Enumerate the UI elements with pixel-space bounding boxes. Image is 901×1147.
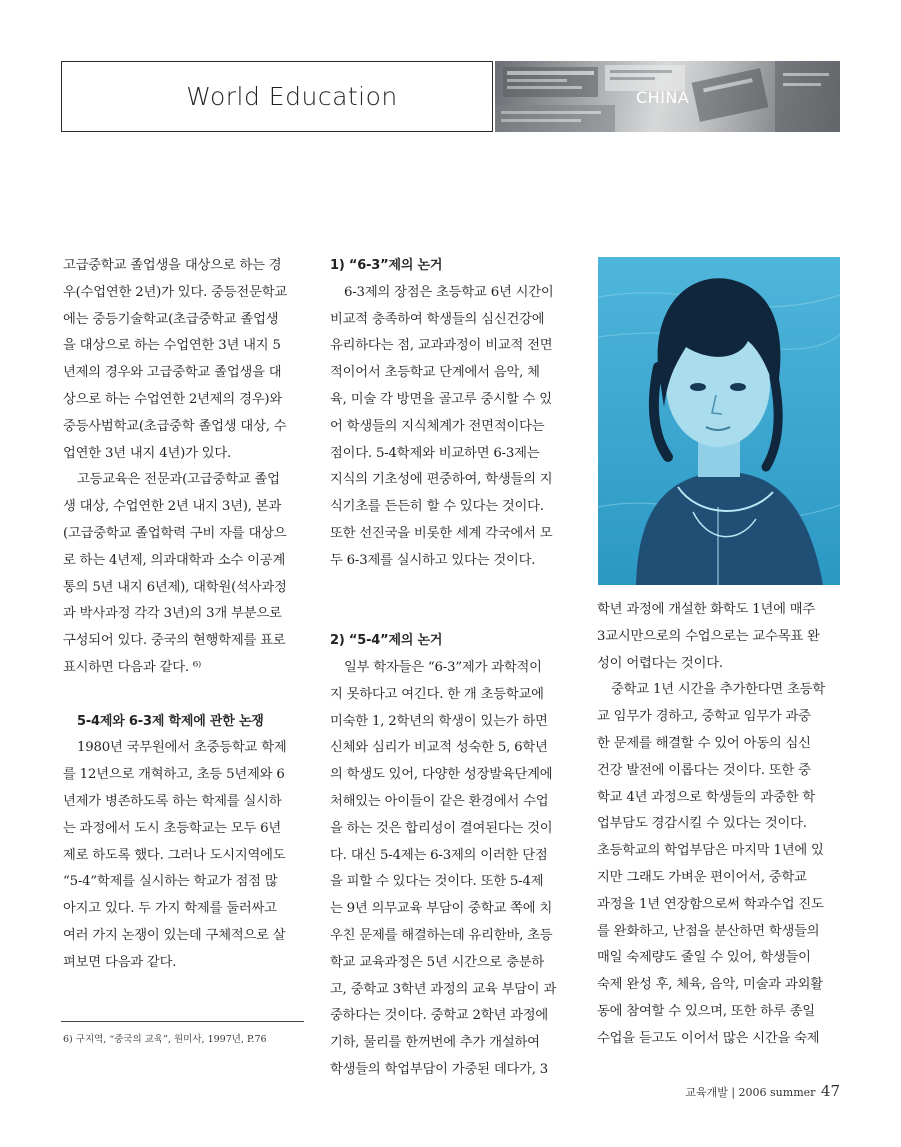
subsection-heading: 1) “6-3”제의 논거 <box>330 258 443 273</box>
text-line: 기하, 물리를 한꺼번에 추가 개설하여 <box>330 1035 540 1051</box>
text-line: 생 대상, 수업연한 2년 내지 3년), 본과 <box>63 499 282 515</box>
text-line: 어 학생들의 지식체계가 전면적이다는 <box>330 418 545 434</box>
text-line: 업부담도 경감시킬 수 있다는 것이다. <box>597 816 807 832</box>
text-line: 고, 중학교 3학년 과정의 교육 부담이 과 <box>330 981 557 997</box>
paragraph <box>63 467 309 681</box>
text-line: 다. 대신 5-4제는 6-3제의 이러한 단점 <box>330 847 548 863</box>
text-line: 제로 하도록 했다. 그러나 도시지역에도 <box>63 847 286 863</box>
footnote-divider <box>61 1021 304 1022</box>
text-line: 을 하는 것은 합리성이 결여된다는 것이 <box>330 820 553 836</box>
text-line: 학교 교육과정은 5년 시간으로 충분하 <box>330 954 545 970</box>
text-line: 건강 발전에 이롭다는 것이다. 또한 중 <box>597 762 811 778</box>
text-line: 매일 숙제량도 줄일 수 있어, 학생들이 <box>597 950 811 966</box>
text-line: 육, 미술 각 방면을 골고루 중시할 수 있 <box>330 391 552 407</box>
text-line: 년제의 경우와 고급중학교 졸업생을 대 <box>63 365 282 381</box>
text-line: 업연한 3년 내지 4년)가 있다. <box>63 445 232 461</box>
text-line: 를 완화하고, 난점을 분산하면 학생들의 <box>597 923 820 939</box>
text-line: “5-4”학제를 실시하는 학교가 점점 많 <box>63 874 278 890</box>
text-line: 중하다는 것이다. 중학교 2학년 과정에 <box>330 1008 549 1024</box>
text-line: 점이다. 5-4학제와 비교하면 6-3제는 <box>330 445 540 461</box>
text-line: 미숙한 1, 2학년의 학생이 있는가 하면 <box>330 713 548 729</box>
text-line: 또한 선진국을 비롯한 세계 각국에서 모 <box>330 525 553 541</box>
spacer <box>330 575 573 602</box>
text-line: 을 대상으로 하는 수업연한 3년 내지 5 <box>63 338 281 354</box>
text-line: 과정을 1년 연장함으로써 학과수업 진도 <box>597 896 824 912</box>
text-line: 6-3제의 장점은 초등학교 6년 시간이 <box>344 284 554 300</box>
child-portrait-image <box>598 257 840 585</box>
paragraph <box>597 597 841 677</box>
text-line: 여러 가지 논쟁이 있는데 구체적으로 살 <box>63 927 286 943</box>
column-left <box>63 253 309 977</box>
text-line: 한 문제를 해결할 수 있어 아동의 심신 <box>597 735 811 751</box>
text-line: (고급중학교 졸업학력 구비 자를 대상으 <box>63 525 287 541</box>
text-line: 로 하는 4년제, 의과대학과 소수 이공계 <box>63 552 286 568</box>
text-line: 지식의 기초성에 편중하여, 학생들의 지 <box>330 472 553 488</box>
text-line: 을 피할 수 있다는 것이다. 또한 5-4제 <box>330 874 544 890</box>
text-line: 학년 과정에 개설한 화학도 1년에 매주 <box>597 602 816 617</box>
text-line: 지 못하다고 여긴다. 한 개 초등학교에 <box>330 686 544 702</box>
text-line: 중등사범학교(초급중학 졸업생 대상, 수 <box>63 418 287 434</box>
text-line: 학교 4년 과정으로 학생들의 과중한 학 <box>597 789 816 805</box>
text-line: 처해있는 아이들이 같은 환경에서 수업 <box>330 793 549 809</box>
text-line: 아지고 있다. 두 가지 학제를 둘러싸고 <box>63 901 277 917</box>
text-line: 과 박사과정 각각 3년)의 3개 부분으로 <box>63 606 282 622</box>
text-line: 통의 5년 내지 6년제), 대학원(석사과정 <box>63 579 287 595</box>
text-line: 식기초를 든든히 할 수 있다는 것이다. <box>330 499 544 515</box>
section-title: World Education <box>186 82 398 111</box>
text-line: 구성되어 있다. 중국의 현행학제를 표로 <box>63 633 286 649</box>
column-right <box>597 597 841 1053</box>
footnote: 6) 구지역, “중국의 교육”, 원미사, 1997년, P.76 <box>63 1034 267 1045</box>
text-line: 1980년 국무원에서 초중등학교 학제 <box>77 740 287 756</box>
text-line: 중학교 1년 시간을 추가한다면 초등학 <box>611 682 826 698</box>
text-line: 우친 문제를 해결하는데 유리한바, 초등 <box>330 927 553 943</box>
paragraph <box>63 735 309 976</box>
text-line: 를 12년으로 개혁하고, 초등 5년제와 6 <box>63 767 285 783</box>
text-line: 는 과정에서 도시 초등학교는 모두 6년 <box>63 820 282 836</box>
text-line: 비교적 충족하여 학생들의 심신건강에 <box>330 311 545 327</box>
page-footer <box>685 1082 840 1100</box>
journal-name: 교육개발 | 2006 summer <box>685 1086 816 1099</box>
text-line: 지만 그래도 가벼운 편이어서, 중학교 <box>597 869 807 885</box>
spacer <box>330 601 573 628</box>
text-line: 우(수업연한 2년)가 있다. 중등전문학교 <box>63 284 288 300</box>
text-line: 고급중학교 졸업생을 대상으로 하는 경 <box>63 258 282 273</box>
portrait-illustration <box>598 257 840 585</box>
text-line: 의 학생도 있어, 다양한 성장발육단계에 <box>330 767 553 783</box>
column-middle <box>330 253 573 1084</box>
text-line: 교 임무가 경하고, 중학교 임무가 과중 <box>597 709 811 725</box>
text-line: 동에 참여할 수 있으며, 또한 하루 종일 <box>597 1003 815 1019</box>
text-line: 3교시만으로의 수업으로는 교수목표 완 <box>597 628 820 644</box>
text-line: 에는 중등기술학교(초급중학교 졸업생 <box>63 311 279 327</box>
paragraph <box>63 253 309 467</box>
text-line: 두 6-3제를 실시하고 있다는 것이다. <box>330 552 536 568</box>
section-heading: 5-4제와 6-3제 학제에 관한 논쟁 <box>77 713 264 729</box>
text-line: 적이어서 초등학교 단계에서 음악, 체 <box>330 365 540 381</box>
text-line: 신체와 심리가 비교적 성숙한 5, 6학년 <box>330 740 548 756</box>
text-line: 년제가 병존하도록 하는 학제를 실시하 <box>63 793 282 809</box>
text-line: 성이 어렵다는 것이다. <box>597 655 723 671</box>
text-line: 학생들의 학업부담이 가중된 데다가, 3 <box>330 1061 549 1077</box>
text-line: 숙제 완성 후, 체육, 음악, 미술과 과외활 <box>597 977 823 993</box>
text-line: 펴보면 다음과 같다. <box>63 954 177 970</box>
paragraph <box>330 655 573 1084</box>
text-line: 는 9년 의무교육 부담이 중학교 쪽에 치 <box>330 901 553 917</box>
text-line: 고등교육은 전문과(고급중학교 졸업 <box>77 472 280 488</box>
text-line: 상으로 하는 수업연한 2년제의 경우)와 <box>63 391 283 407</box>
header-photo-banner <box>495 61 840 132</box>
text-line: 수업을 듣고도 이어서 많은 시간을 숙제 <box>597 1030 820 1046</box>
country-label: CHINA <box>636 88 690 107</box>
paragraph <box>597 677 841 1052</box>
text-line: 일부 학자들은 “6-3”제가 과학적이 <box>344 659 542 675</box>
text-line: 유리하다는 점, 교과과정이 비교적 전면 <box>330 338 553 354</box>
text-line: 표시하면 다음과 같다. ⁶⁾ <box>63 659 202 675</box>
spacer <box>63 682 309 709</box>
paragraph <box>330 280 573 575</box>
header-title-box <box>61 61 493 132</box>
subsection-heading: 2) “5-4”제의 논거 <box>330 633 443 649</box>
text-line: 초등학교의 학업부담은 마지막 1년에 있 <box>597 843 824 859</box>
page-number: 47 <box>820 1082 840 1100</box>
